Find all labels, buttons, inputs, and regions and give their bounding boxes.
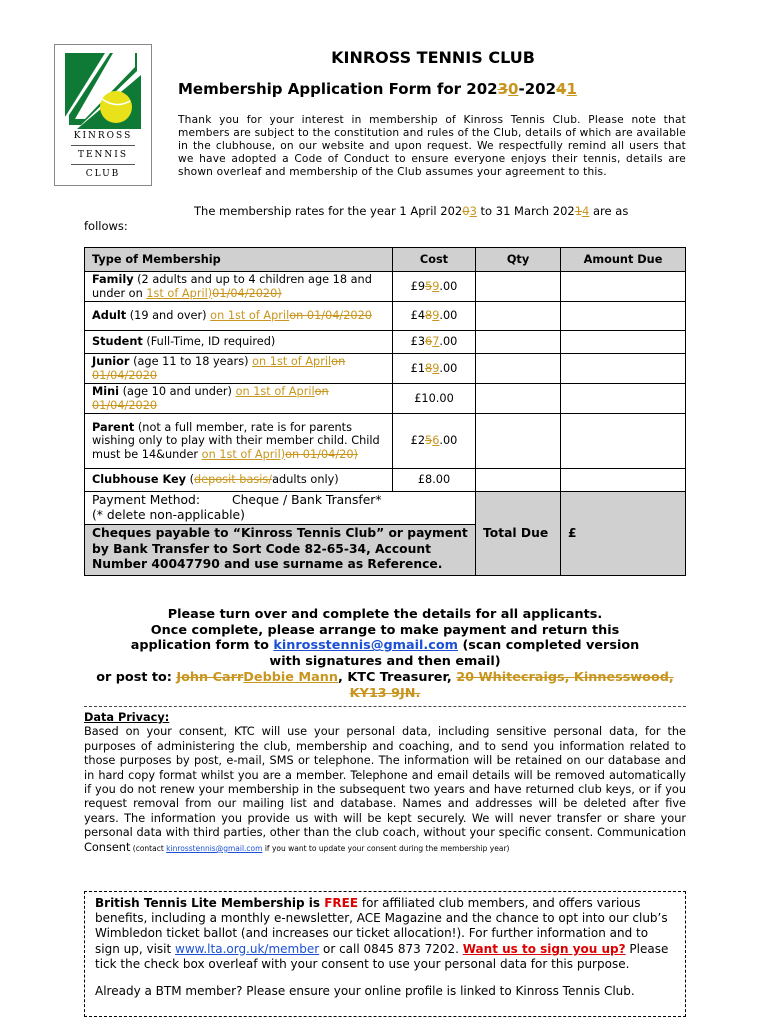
amount-adult-input[interactable] xyxy=(561,302,686,331)
cost-clubhouse-key: £8.00 xyxy=(393,469,476,492)
amount-student-input[interactable] xyxy=(561,331,686,354)
cheques-note: Cheques payable to “Kinross Tennis Club” or payment by Bank Transfer to Sort Code 82-65-34, Account Number 40047790 and use surname as Reference. xyxy=(85,524,475,575)
cost-mini: £10.00 xyxy=(393,384,476,414)
deleted-year: 4 xyxy=(556,80,567,98)
inserted-year: 0 xyxy=(508,80,519,98)
total-due-label: Total Due xyxy=(476,492,561,576)
qty-student-input[interactable] xyxy=(476,331,561,354)
lta-member-link[interactable]: www.lta.org.uk/member xyxy=(175,941,320,956)
header-type: Type of Membership xyxy=(85,248,393,272)
table-row-mini: Mini (age 10 and under) on 1st of Aprilon 01/04/2020 £10.00 xyxy=(85,384,686,414)
club-title: KINROSS TENNIS CLUB xyxy=(331,48,535,67)
table-row-adult: Adult (19 and over) on 1st of Aprilon 01/04/2020 £489.00 xyxy=(85,302,686,331)
table-row-student: Student (Full-Time, ID required) £367.00 xyxy=(85,331,686,354)
qty-junior-input[interactable] xyxy=(476,354,561,384)
table-header-row xyxy=(85,248,686,272)
payment-options[interactable]: Cheque / Bank Transfer* xyxy=(232,493,382,507)
table-row-parent: Parent (not a full member, rate is for parents wishing only to play with their member child. Child must be 14&under on 1st of April)on 01/04/20) £256.00 xyxy=(85,414,686,469)
privacy-heading: Data Privacy: xyxy=(84,711,170,724)
bt-lite-box: British Tennis Lite Membership is FREE for affiliated club members, and offers various benefits, including a monthly e-newsletter, ACE Magazine and the chance to opt into our club’s Wimbledon ticket ballot (and increases our ticket allocation!). For further information and to sign up, visit www.lta.org.uk/member or call 0845 873 7202. Want us to sign you up? Please tick the check box overleaf with your consent to use your personal data for this purpose. Already a BTM member? Please ensure your online profile is linked to Kinross Tennis Club. xyxy=(84,891,686,1017)
logo-word-2: TENNIS xyxy=(77,150,129,160)
cost-junior: £189.00 xyxy=(393,354,476,384)
logo-word-3: CLUB xyxy=(85,169,121,179)
table-row-clubhouse-key: Clubhouse Key (deposit basis/adults only) £8.00 xyxy=(85,469,686,492)
rates-intro: The membership rates for the year 1 April 20203 to 31 March 20214 are as follows: xyxy=(84,204,629,233)
qty-clubhouse-input[interactable] xyxy=(476,469,561,492)
amount-parent-input[interactable] xyxy=(561,414,686,469)
logo-word-1: KINROSS xyxy=(73,131,133,141)
club-logo xyxy=(54,44,152,186)
payment-method-label: Payment Method: xyxy=(92,493,201,507)
qty-adult-input[interactable] xyxy=(476,302,561,331)
total-due-value[interactable]: £ xyxy=(561,492,686,576)
amount-family-input[interactable] xyxy=(561,272,686,302)
table-row-payment xyxy=(85,492,686,576)
cost-student: £367.00 xyxy=(393,331,476,354)
form-title: Membership Application Form for 20230-20241 xyxy=(178,80,577,98)
inserted-year: 1 xyxy=(566,80,577,98)
table-row-junior: Junior (age 11 to 18 years) on 1st of Aprilon 01/04/2020 £189.00 xyxy=(85,354,686,384)
delete-note: (* delete non-applicable) xyxy=(92,508,245,522)
header-qty: Qty xyxy=(476,248,561,272)
qty-family-input[interactable] xyxy=(476,272,561,302)
amount-junior-input[interactable] xyxy=(561,354,686,384)
qty-parent-input[interactable] xyxy=(476,414,561,469)
deleted-year: 3 xyxy=(497,80,509,98)
cost-adult: £489.00 xyxy=(393,302,476,331)
cost-family: £959.00 xyxy=(393,272,476,302)
cost-parent: £256.00 xyxy=(393,414,476,469)
amount-mini-input[interactable] xyxy=(561,384,686,414)
club-email-link[interactable]: kinrosstennis@gmail.com xyxy=(273,638,458,654)
intro-paragraph: Thank you for your interest in membership of Kinross Tennis Club. Please note that members are subject to the constitution and rules of the Club, details of which are available in the clubhouse, on our website and upon request. We respectfully remind all users that we have adopted a Code of Conduct to ensure everyone enjoys their tennis, details are shown overleaf and membership of the Club assumes your agreement to this. xyxy=(178,114,686,178)
data-privacy-section: Data Privacy: Based on your consent, KTC will use your personal data, including sensitive personal data, for the purposes of administering the club, membership and coaching, and to send you information related to those purposes by post, e-mail, SMS or telephone. The information will be retained on our database and in hard copy format whilst you are a member. Telephone and email details will be removed automatically if you do not renew your membership in the subsequent two years and have returned club keys, or if you request removal from our mailing list and database. Names and addresses will be deleted after five years. The information you provide us with will be kept securely. We will never transfer or share your personal data with third parties, other than the club coach, without your specific consent. Communication Consent (contact kinrosstennis@gmail.com if you want to update your consent during the membership year) xyxy=(84,711,686,854)
consent-email-link[interactable]: kinrosstennis@gmail.com xyxy=(166,843,263,853)
want-us-to-sign-you-up: Want us to sign you up? xyxy=(462,941,626,956)
header-cost: Cost xyxy=(393,248,476,272)
qty-mini-input[interactable] xyxy=(476,384,561,414)
divider xyxy=(84,706,686,707)
table-row-family: Family (2 adults and up to 4 children age 18 and under on 1st of April)01/04/2020) £959.00 xyxy=(85,272,686,302)
membership-table xyxy=(84,247,686,576)
amount-clubhouse-input[interactable] xyxy=(561,469,686,492)
header-amount: Amount Due xyxy=(561,248,686,272)
turn-over-instructions: Please turn over and complete the details for all applicants. Once complete, please arrange to make payment and return this application form to kinrosstennis@gmail.com (scan completed version with signatures and then email) or post to: John CarrDebbie Mann, KTC Treasurer, 20 Whitecraigs, Kinnesswood, KY13 9JN. xyxy=(96,607,674,701)
